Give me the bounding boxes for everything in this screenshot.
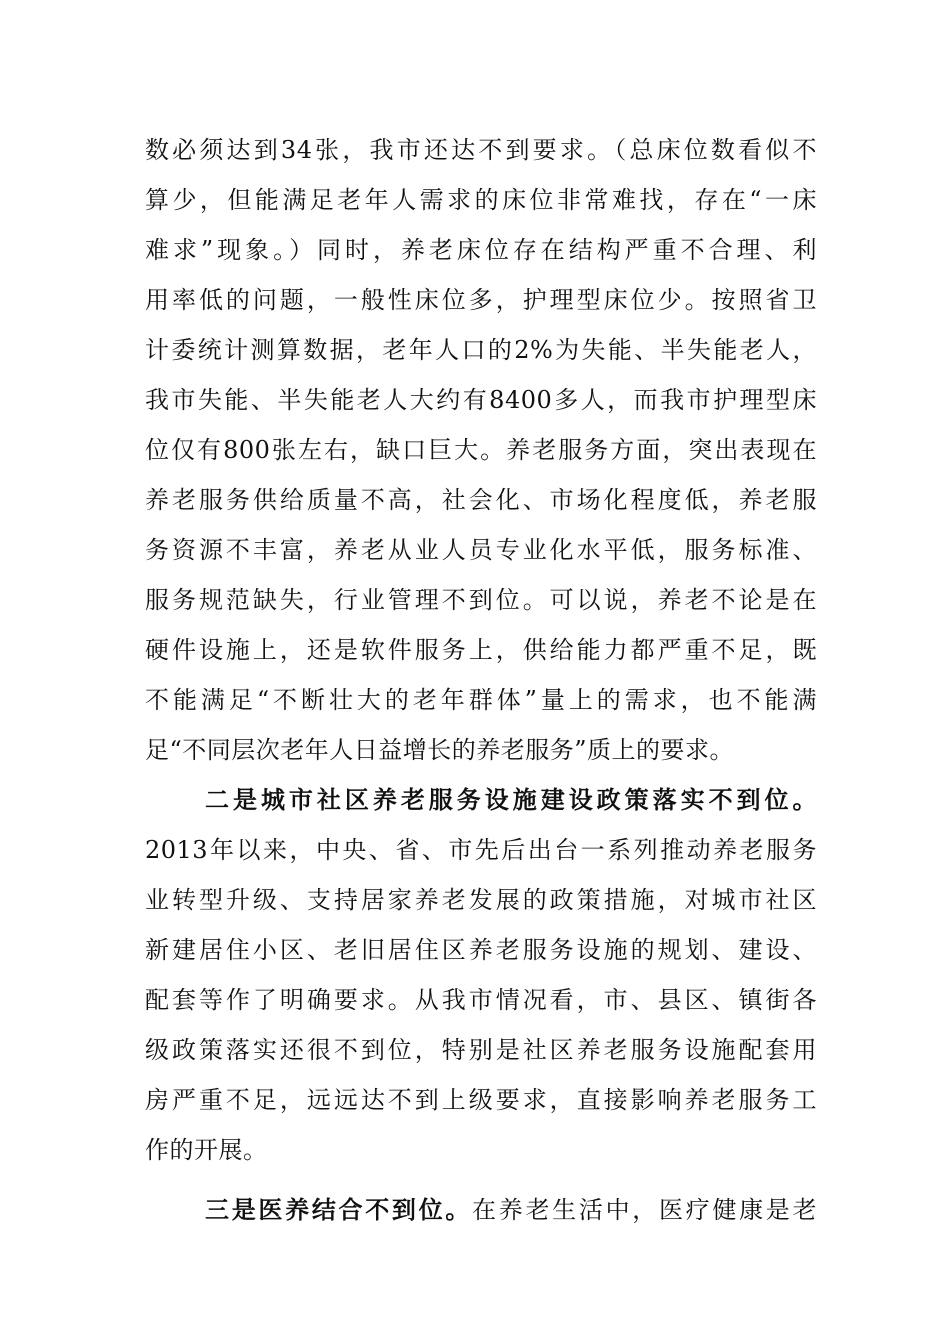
text-line: 养老服务供给质量不高，社会化、市场化程度低，养老服 <box>145 486 817 514</box>
document-body <box>145 125 817 1235</box>
text-line: 服务规范缺失，行业管理不到位。可以说，养老不论是在 <box>145 586 817 614</box>
text-line: 位仅有800张左右，缺口巨大。养老服务方面，突出表现在 <box>145 436 817 464</box>
text-line: 新建居住小区、老旧居住区养老服务设施的规划、建设、 <box>145 936 817 964</box>
text-line: 难求”现象。）同时，养老床位存在结构严重不合理、利 <box>145 236 817 264</box>
text-line: 硬件设施上，还是软件服务上，供给能力都严重不足，既 <box>145 636 817 664</box>
paragraph-medical-care <box>145 1185 817 1235</box>
paragraph-spacer <box>145 1175 817 1185</box>
text-line: 数必须达到34张，我市还达不到要求。（总床位数看似不 <box>145 136 817 164</box>
section-heading-line <box>145 775 817 825</box>
text-line: 我市失能、半失能老人大约有8400多人，而我市护理型床 <box>145 386 817 414</box>
text-line: 业转型升级、支持居家养老发展的政策措施，对城市社区 <box>145 886 817 914</box>
text-line: 级政策落实还很不到位，特别是社区养老服务设施配套用 <box>145 1036 817 1064</box>
text-line: 用率低的问题，一般性床位多，护理型床位少。按照省卫 <box>145 286 817 314</box>
text-line: 房严重不足，远远达不到上级要求，直接影响养老服务工 <box>145 1086 817 1114</box>
paragraph-bed-shortage <box>145 125 817 775</box>
section-heading-line <box>145 1185 817 1235</box>
section-heading: 二是城市社区养老服务设施建设政策落实不到位。 <box>205 785 817 814</box>
text-line: 务资源不丰富，养老从业人员专业化水平低，服务标准、 <box>145 536 817 564</box>
text-line: 作的开展。 <box>145 1136 268 1164</box>
text-line: 算少，但能满足老年人需求的床位非常难找，存在“一床 <box>145 186 817 214</box>
section-text: 在养老生活中，医疗健康是老 <box>472 1196 818 1224</box>
section-heading: 三是医养结合不到位。 <box>205 1195 473 1224</box>
text-line: 足“不同层次老年人日益增长的养老服务”质上的要求。 <box>145 736 735 764</box>
text-line: 计委统计测算数据，老年人口的2%为失能、半失能老人， <box>145 336 817 364</box>
text-line: 2013年以来，中央、省、市先后出台一系列推动养老服务 <box>145 836 817 864</box>
text-line: 配套等作了明确要求。从我市情况看，市、县区、镇街各 <box>145 986 817 1014</box>
text-line: 不能满足“不断壮大的老年群体”量上的需求，也不能满 <box>145 686 817 714</box>
paragraph-community-facilities <box>145 775 817 1175</box>
